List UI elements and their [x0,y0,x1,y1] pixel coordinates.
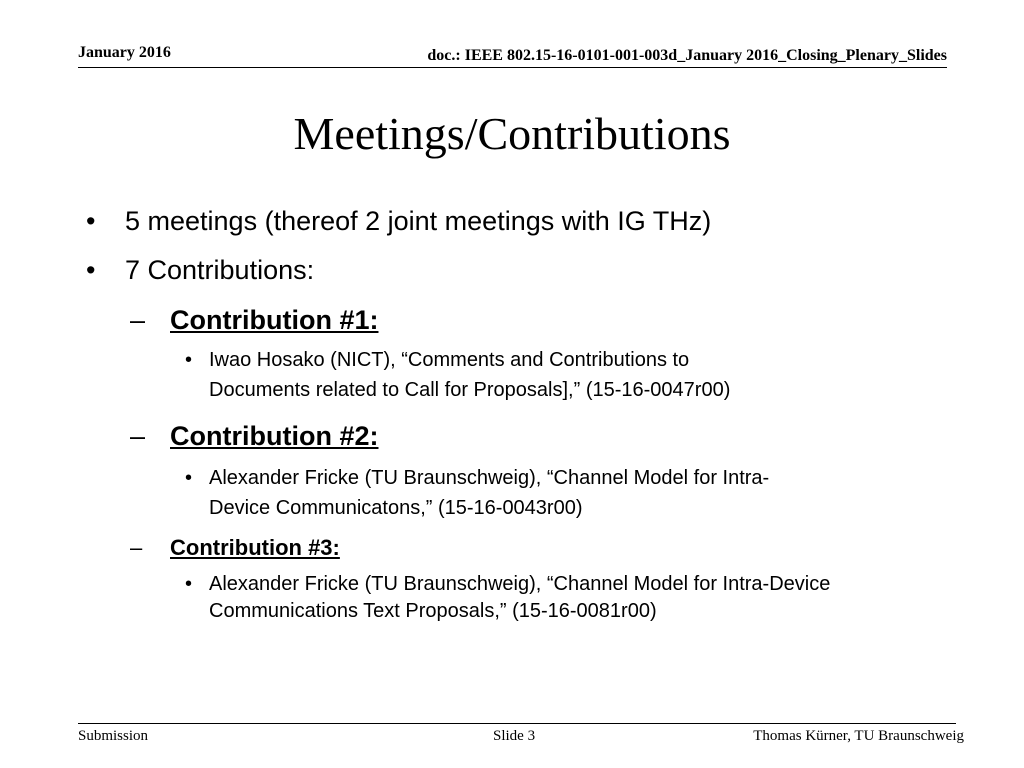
footer-slide-number: Slide 3 [493,728,536,744]
header-document-id: doc.: IEEE 802.15-16-0101-001-003d_January 2016_Closing_Plenary_Slides [427,47,947,64]
footer-submission: Submission [78,728,149,744]
contribution-detail-line-1: Alexander Fricke (TU Braunschweig), “Channel Model for Intra- [209,467,770,489]
contribution-detail-line-2: Communications Text Proposals,” (15-16-0081r00) [209,600,657,622]
slide-title: Meetings/Contributions [293,108,731,159]
footer-divider [78,723,956,724]
contribution-label: Contribution #1: [170,305,379,335]
bullet-text: 5 meetings (thereof 2 joint meetings with IG THz) [125,206,712,236]
contribution-label: Contribution #2: [170,421,379,451]
contribution-label: Contribution #3: [170,535,340,560]
dash-mark: – [130,535,143,560]
bullet-mark: • [86,255,96,285]
bullet-mark: • [86,206,96,236]
header-date: January 2016 [78,44,171,61]
contribution-detail-line-2: Documents related to Call for Proposals],” (15-16-0047r00) [209,379,731,401]
header-divider [78,67,947,68]
sub-bullet-mark: • [185,573,193,595]
sub-bullet-mark: • [185,349,193,371]
contribution-detail-line-1: Iwao Hosako (NICT), “Comments and Contributions to [209,349,690,371]
contribution-detail-line-1: Alexander Fricke (TU Braunschweig), “Channel Model for Intra-Device [209,573,831,595]
contribution-detail-line-2: Device Communicatons,” (15-16-0043r00) [209,497,583,519]
dash-mark: – [130,421,146,451]
footer-author: Thomas Kürner, TU Braunschweig [753,728,964,744]
dash-mark: – [130,305,146,335]
bullet-text: 7 Contributions: [125,255,315,285]
sub-bullet-mark: • [185,467,193,489]
